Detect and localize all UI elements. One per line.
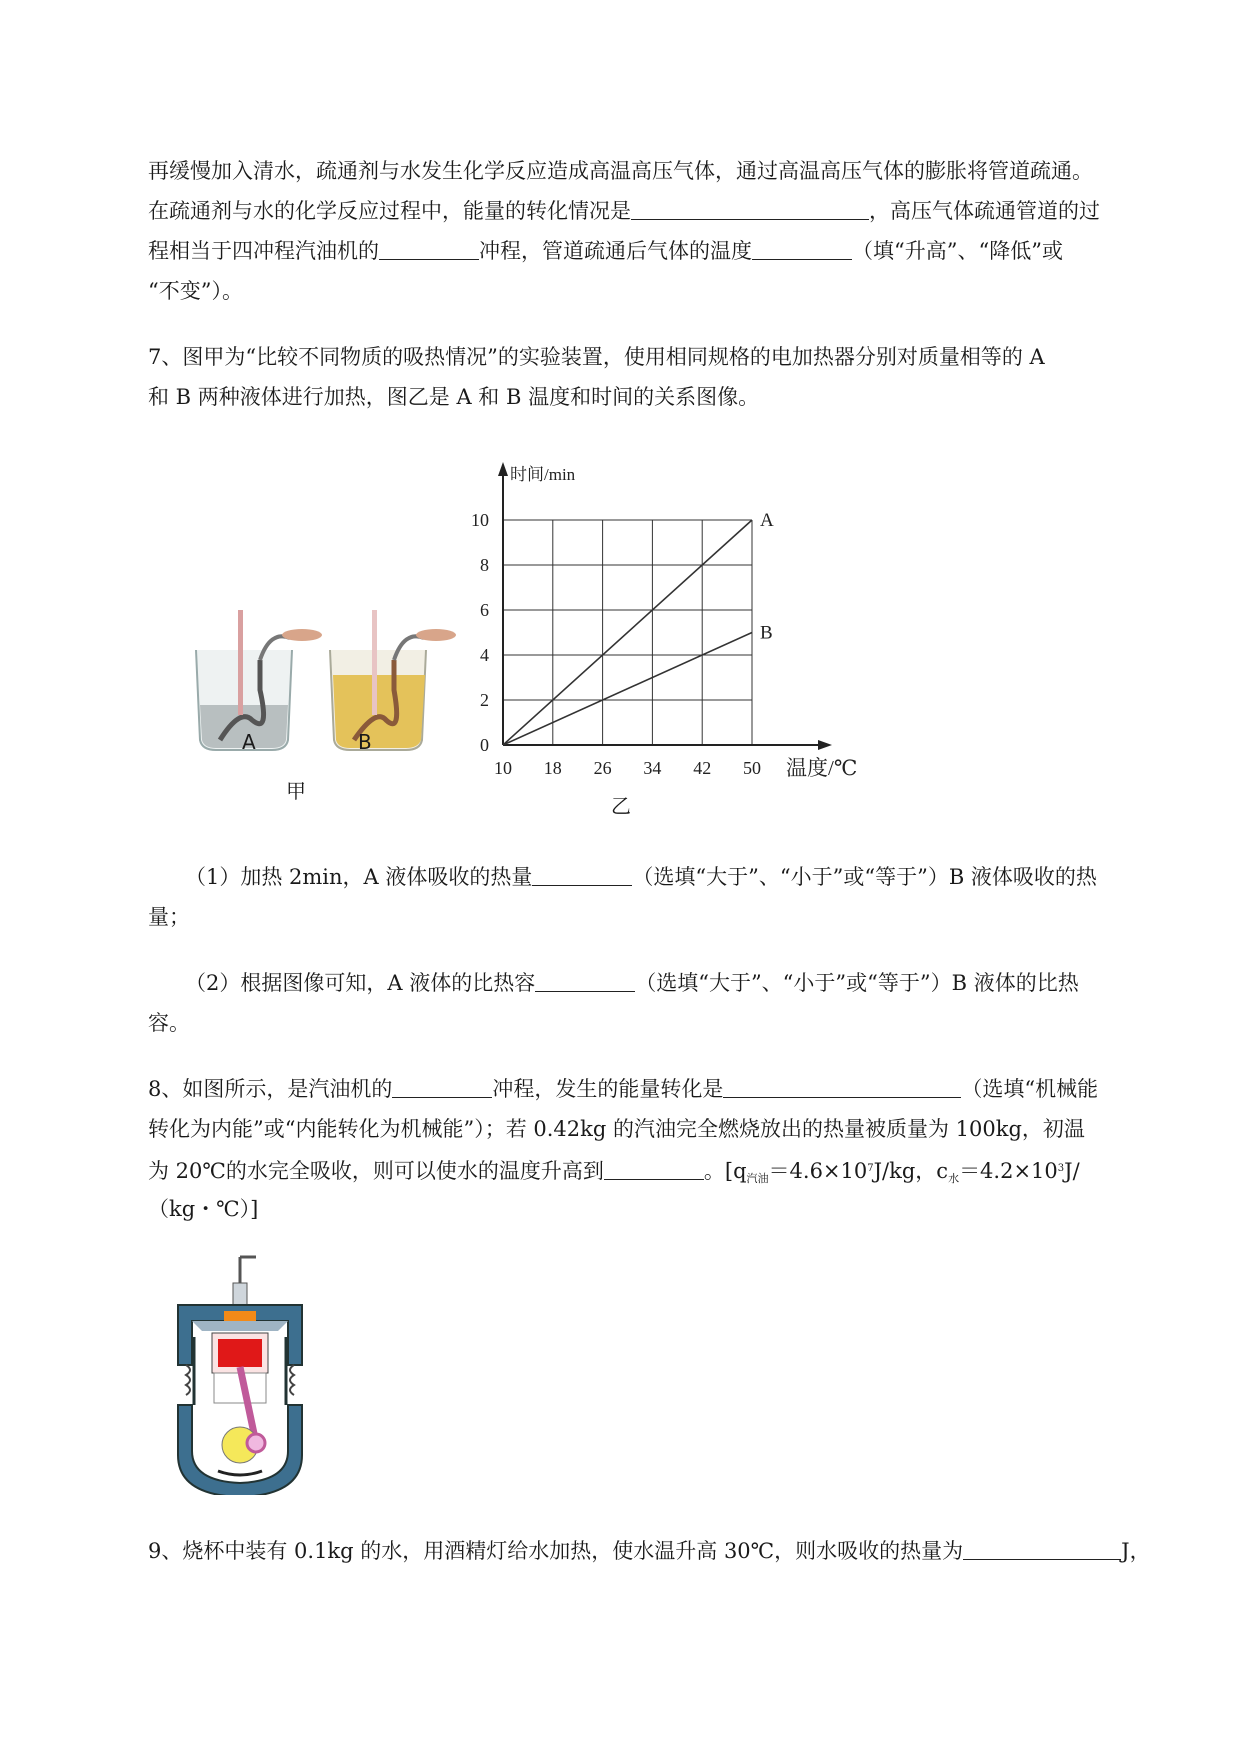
series-label-A: A (760, 510, 774, 531)
answer-blank[interactable] (532, 863, 632, 886)
series-line-A (503, 520, 752, 745)
x-axis-arrow (818, 740, 832, 750)
x-axis-label: 温度/℃ (786, 756, 858, 780)
answer-blank[interactable] (604, 1157, 704, 1180)
y-tick-label: 6 (480, 600, 489, 620)
figure-caption-right: 乙 (611, 794, 631, 818)
y-tick-label: 4 (480, 645, 489, 665)
series-line-B (503, 633, 752, 746)
q7-line-2: 和 B 两种液体进行加热，图乙是 A 和 B 温度和时间的关系图像。 (148, 385, 760, 409)
x-tick-label: 42 (693, 758, 712, 778)
q6-line-3: 程相当于四冲程汽油机的 冲程，管道疏通后气体的温度 （填“升高”、“降低”或 (148, 239, 1063, 263)
x-tick-label: 26 (593, 758, 612, 778)
beaker-b-label: B (358, 730, 372, 754)
q7-sub1-line-2: 量； (148, 905, 190, 929)
q8-line-4: （kg・℃）] (148, 1197, 259, 1221)
series-label-B: B (760, 622, 773, 644)
y-tick-label: 8 (480, 555, 489, 575)
q8-line-3: 为 20℃的水完全吸收，则可以使水的温度升高到 。[$q_{汽油}=4.6\times 10^7J/kg$，$c_水=4.2\times 10^3J/$ (148, 1159, 1080, 1185)
q6-line-1: 再缓慢加入清水，疏通剂与水发生化学反应造成高温高压气体，通过高温高压气体的膨胀将管道疏通。 (148, 159, 1093, 183)
engine-cylinder-diagram (170, 1255, 320, 1495)
y-tick-label: 2 (480, 690, 489, 710)
beaker-a-label: A (242, 730, 256, 754)
y-axis-arrow (498, 462, 508, 476)
q7-sub2-line-2: 容。 (148, 1011, 190, 1035)
q8-line-2: 转化为内能”或“内能转化为机械能”）；若 0.42kg 的汽油完全燃烧放出的热量被质量为 100kg，初温 (148, 1117, 1085, 1141)
q7-line-1: 7、图甲为“比较不同物质的吸热情况”的实验装置，使用相同规格的电加热器分别对质量相等的 A (148, 345, 1045, 369)
answer-blank[interactable] (723, 1075, 961, 1098)
q8-line-1: 8、如图所示，是汽油机的 冲程，发生的能量转化是 （选填“机械能 (148, 1077, 1099, 1101)
q6-line-2: 在疏通剂与水的化学反应过程中，能量的转化情况是 ，高压气体疏通管道的过 (148, 199, 1100, 223)
x-tick-label: 10 (494, 758, 512, 778)
q6-line-4: “不变”）。 (148, 279, 243, 303)
y-tick-label: 10 (471, 510, 489, 530)
figure-caption-left: 甲 (286, 779, 306, 803)
q9-line-1: 9、烧杯中装有 0.1kg 的水，用酒精灯给水加热，使水温升高 30℃，则水吸收的热量为 J， (148, 1539, 1151, 1563)
q7-sub1-line-1: （1）加热 2min，A 液体吸收的热量 （选填“大于”、“小于”或“等于”）B 液体吸收的热 (185, 865, 1097, 889)
x-tick-label: 18 (543, 758, 562, 778)
answer-blank[interactable] (963, 1537, 1121, 1560)
answer-blank[interactable] (535, 969, 635, 992)
q7-sub2-line-1: （2）根据图像可知，A 液体的比热容 （选填“大于”、“小于”或“等于”）B 液体的比热 (185, 971, 1079, 995)
x-tick-label: 50 (743, 758, 761, 778)
y-tick-label: 0 (480, 735, 489, 755)
answer-blank[interactable] (392, 1075, 492, 1098)
y-axis-label: 时间/min (510, 465, 576, 484)
x-tick-label: 34 (643, 758, 662, 778)
